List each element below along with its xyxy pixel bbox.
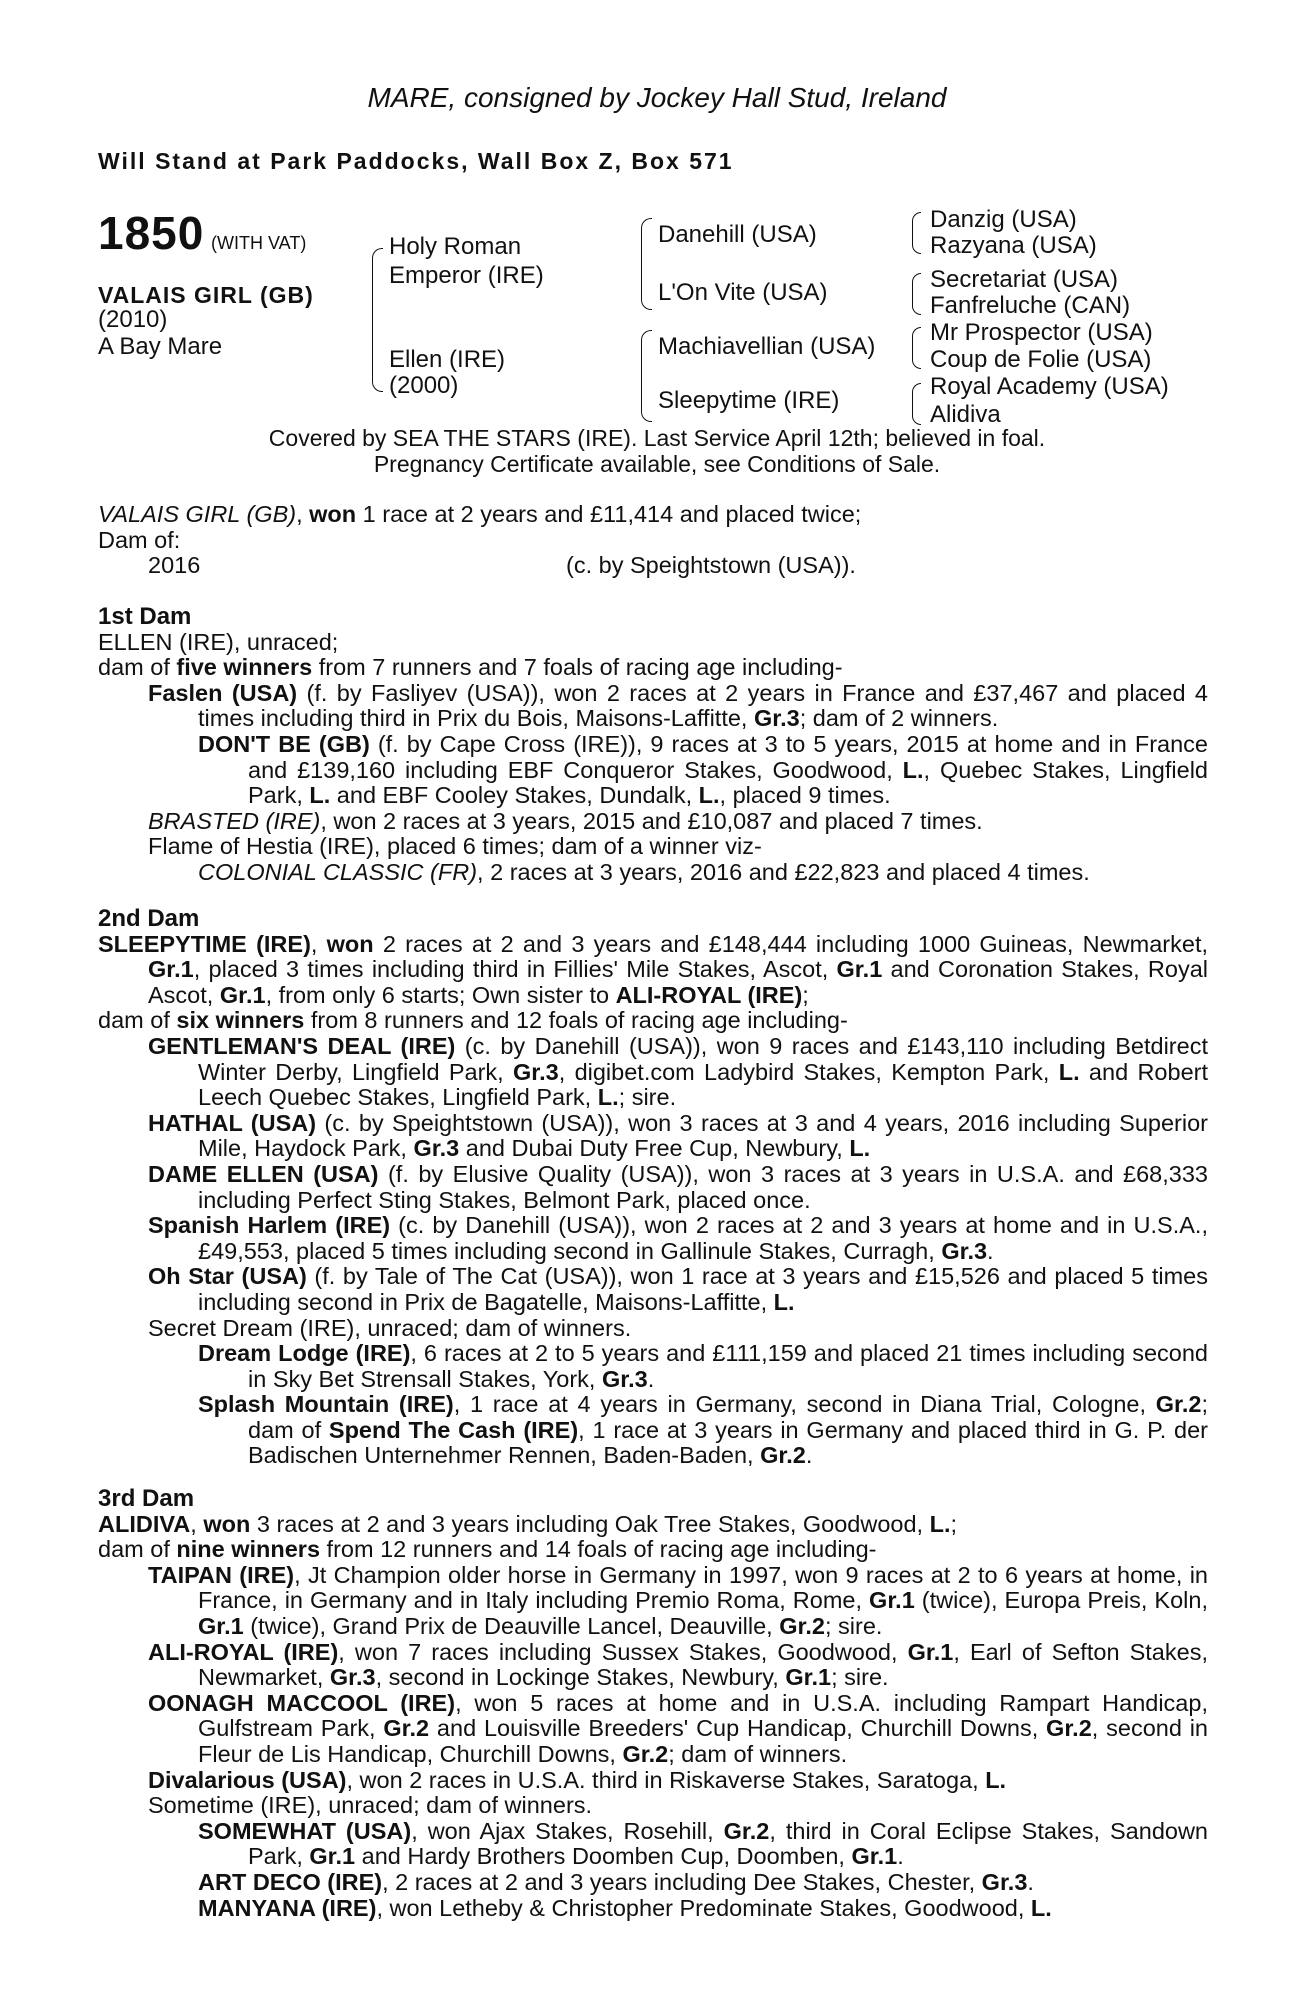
text: (c. by Speightstown (USA)), won 3 races at 3 and 4 years, 2016 including Superior Mile, Haydock Park, — [198, 1109, 1208, 1162]
lot-vat: (WITH VAT) — [211, 233, 307, 253]
text: , Quebec Stakes, Lingfield Park, — [248, 756, 1208, 809]
third-dam-produce — [98, 1537, 1208, 1563]
horse-name: GENTLEMAN'S DEAL (IRE) — [148, 1032, 456, 1059]
runner-somewhat — [98, 1819, 1208, 1870]
pregnancy-line: Pregnancy Certificate available, see Conditions of Sale. — [373, 451, 941, 477]
text: , won 2 races at 3 years, 2015 and £10,087 and placed 7 times. — [320, 807, 983, 834]
covered-line: Covered by SEA THE STARS (IRE). Last Service April 12th; believed in foal. — [268, 425, 1046, 451]
dam-name: Ellen (IRE) — [389, 346, 506, 373]
won-label: won — [309, 501, 357, 527]
grade: L. — [985, 1766, 1007, 1793]
produce-line — [98, 553, 1208, 579]
text: ; sire. — [831, 1664, 889, 1691]
text: from 7 runners and 7 foals of racing age including- — [312, 654, 843, 681]
horse-name: ART DECO (IRE) — [198, 1868, 383, 1895]
separator: , — [190, 1510, 204, 1537]
grade: Gr.3 — [329, 1664, 376, 1691]
second-dam-section — [98, 906, 1208, 1469]
runner-divalarious — [98, 1768, 1208, 1794]
grade: Gr.2 — [383, 1715, 430, 1742]
runner-hathal — [98, 1111, 1208, 1162]
text: and Louisville Breeders' Cup Handicap, Churchill Downs, — [429, 1715, 1047, 1742]
text: and Robert Leech Quebec Stakes, Lingfield Park, — [198, 1058, 1208, 1111]
grade: L. — [773, 1288, 795, 1315]
horse-name: SOMEWHAT (USA) — [198, 1817, 412, 1844]
grandsire-8: Alidiva — [930, 401, 1001, 428]
grade: Gr.1 — [198, 1612, 244, 1639]
text: , 2 races at 2 and 3 years including Dee Stakes, Chester, — [382, 1868, 982, 1895]
grade: Gr.1 — [148, 956, 194, 983]
dam-year: (2000) — [389, 372, 459, 399]
horse-name: MANYANA (IRE) — [198, 1894, 377, 1921]
text: , 1 race at 3 years in Germany and placed third in G. P. der Badischen Unternehmer Rennen, Baden-Baden, — [248, 1416, 1208, 1469]
winners-count: five winners — [176, 654, 313, 681]
text: dam of — [98, 1007, 177, 1034]
first-dam-section — [98, 604, 1208, 886]
text: ; dam of winners. — [668, 1740, 848, 1767]
horse-name: Splash Mountain (IRE) — [198, 1391, 454, 1418]
text: , third in Coral Eclipse Stakes, Sandown Park, — [248, 1817, 1208, 1870]
text: (f. by Elusive Quality (USA)), won 3 races at 3 years in U.S.A. and £68,333 including Perfect Sting Stakes, Belmont Park, placed once. — [198, 1160, 1208, 1213]
dam-sire: Machiavellian (USA) — [658, 333, 876, 360]
text: ; sire. — [824, 1612, 883, 1639]
grade: Gr.1 — [219, 981, 266, 1008]
horse-name: Spend The Cash (IRE) — [328, 1416, 579, 1443]
runner-dont-be — [98, 732, 1208, 809]
text: , won Letheby & Christopher Predominate Stakes, Goodwood, — [376, 1894, 1031, 1921]
sire-name-line2: Emperor (IRE) — [389, 262, 544, 289]
mare-name: VALAIS GIRL (GB) — [98, 501, 297, 527]
runner-spanish-harlem — [98, 1213, 1208, 1264]
won-label: won — [326, 930, 374, 957]
horse-name: Faslen (USA) — [148, 679, 298, 706]
grade: Gr.2 — [723, 1817, 770, 1844]
sire-name: Holy Roman — [389, 233, 522, 260]
grade: Gr.1 — [785, 1664, 832, 1691]
grade: Gr.2 — [622, 1740, 669, 1767]
horse-name: Divalarious (USA) — [148, 1766, 347, 1793]
first-dam-intro: ELLEN (IRE), unraced; — [98, 628, 339, 655]
grade: Gr.1 — [836, 956, 883, 983]
text: and Hardy Brothers Doomben Cup, Doomben, — [355, 1843, 852, 1870]
lot-description: A Bay Mare — [98, 333, 223, 360]
grade: Gr.1 — [869, 1587, 915, 1614]
runner-sometime: Sometime (IRE), unraced; dam of winners. — [148, 1792, 593, 1819]
grade: L. — [698, 782, 720, 809]
grade: Gr.2 — [1155, 1391, 1202, 1418]
produce-desc: (c. by Speightstown (USA)). — [566, 552, 856, 579]
grade: Gr.3 — [601, 1365, 648, 1392]
text: (c. by Danehill (USA)), won 9 races and £143,110 including Betdirect Winter Derby, Lingfield Park, — [198, 1032, 1208, 1085]
text: , 2 races at 3 years, 2016 and £22,823 and placed 4 times. — [477, 858, 1090, 885]
grade: Gr.3 — [753, 705, 800, 732]
text: 2 races at 2 and 3 years and £148,444 including 1000 Guineas, Newmarket, — [373, 930, 1209, 957]
consignment-line: MARE, consigned by Jockey Hall Stud, Ireland — [367, 82, 947, 113]
grade: L. — [902, 756, 924, 783]
text: , Earl of Sefton Stakes, Newmarket, — [198, 1638, 1208, 1691]
grade: Gr.3 — [513, 1058, 559, 1085]
text: , 6 races at 2 to 5 years and £111,159 and placed 21 times including second in Sky Bet Strensall Stakes, York, — [248, 1340, 1208, 1392]
horse-name: HATHAL (USA) — [148, 1109, 317, 1136]
pedigree-bracket — [372, 248, 383, 392]
grade: Gr.3 — [941, 1237, 988, 1264]
pedigree-bracket — [912, 327, 921, 369]
text: ; — [950, 1510, 958, 1537]
horse-name: SLEEPYTIME (IRE) — [98, 930, 311, 957]
grade: L. — [1030, 1894, 1052, 1921]
grade: Gr.3 — [413, 1135, 460, 1162]
runner-art-deco — [98, 1870, 1208, 1896]
grandsire-7: Royal Academy (USA) — [930, 373, 1169, 400]
second-dam-record: SLEEPYTIME (IRE), won 2 races at 2 and 3 years and £148,444 including 1000 Guineas, Newmarket, Gr.1, placed 3 times including third in Fillies' Mile Stakes, Ascot, Gr.1 and Coronation Stakes, Royal Ascot, Gr.1, from only 6 starts; Own sister to ALI-ROYAL (IRE); — [98, 930, 1209, 1008]
text: . — [1027, 1868, 1034, 1895]
text: , won 2 races in U.S.A. third in Riskaverse Stakes, Saratoga, — [346, 1766, 986, 1793]
runner-splash-mountain — [98, 1392, 1208, 1469]
horse-name: DAME ELLEN (USA) — [148, 1160, 379, 1187]
text: . — [987, 1237, 994, 1264]
text: (f. by Cape Cross (IRE)), 9 races at 3 to 5 years, 2015 at home and in France and £139,160 including EBF Conqueror Stakes, Goodwood, — [248, 730, 1208, 783]
text: (f. by Tale of The Cat (USA)), won 1 race at 3 years and £15,526 and placed 5 times including second in Prix de Bagatelle, Maisons-Laffitte, — [198, 1263, 1208, 1315]
runner-oh-star — [98, 1264, 1208, 1315]
text: ; dam of — [248, 1391, 1208, 1443]
horse-name: Spanish Harlem (IRE) — [148, 1212, 391, 1239]
first-dam-heading: 1st Dam — [98, 603, 192, 630]
runner-flame-of-hestia: Flame of Hestia (IRE), placed 6 times; dam of a winner viz- — [148, 833, 762, 860]
text: and EBF Cooley Stakes, Dundalk, — [330, 782, 699, 809]
mare-record — [98, 502, 1208, 579]
text: dam of — [98, 654, 177, 681]
runner-colonial-classic — [98, 860, 1208, 886]
grade: L. — [849, 1135, 871, 1162]
text: from 8 runners and 12 foals of racing age including- — [304, 1007, 848, 1034]
runner-taipan — [98, 1563, 1208, 1640]
text: and Coronation Stakes, Royal Ascot, — [148, 956, 1208, 1008]
horse-name: Dream Lodge (IRE) — [198, 1340, 411, 1367]
pedigree-bracket — [641, 218, 652, 310]
text: , Jt Champion older horse in Germany in 1997, won 9 races at 2 to 6 years at home, in France, in Germany and in Italy including Premio Roma, Rome, — [198, 1561, 1208, 1614]
lot-number-line — [98, 206, 306, 260]
text: , won Ajax Stakes, Rosehill, — [411, 1817, 724, 1844]
runner-dame-ellen — [98, 1162, 1208, 1213]
text: , digibet.com Ladybird Stakes, Kempton Park, — [558, 1058, 1059, 1085]
winners-count: six winners — [176, 1007, 305, 1034]
text: (twice), Europa Preis, Koln, — [914, 1587, 1208, 1614]
text: , second in Fleur de Lis Handicap, Churchill Downs, — [198, 1715, 1209, 1767]
text: , from only 6 starts; Own sister to — [265, 981, 616, 1008]
text: , won 5 races at home and in U.S.A. including Rampart Handicap, Gulfstream Park, — [198, 1689, 1208, 1742]
text: ; dam of 2 winners. — [799, 705, 999, 732]
dam-dam: Sleepytime (IRE) — [658, 387, 840, 414]
runner-secret-dream: Secret Dream (IRE), unraced; dam of winners. — [148, 1314, 632, 1341]
sire-dam: L'On Vite (USA) — [658, 279, 828, 306]
horse-name: ALI-ROYAL (IRE) — [615, 981, 803, 1008]
pedigree-bracket — [641, 330, 652, 422]
text: 3 races at 2 and 3 years including Oak Tree Stakes, Goodwood, — [250, 1510, 930, 1537]
runner-ali-royal — [98, 1640, 1208, 1691]
horse-name: ALIDIVA — [98, 1510, 191, 1537]
grade: Gr.2 — [760, 1442, 806, 1469]
text: from 12 runners and 14 foals of racing age including- — [320, 1536, 877, 1563]
third-dam-section — [98, 1486, 1208, 1921]
horse-name: TAIPAN (IRE) — [148, 1561, 295, 1588]
grade: Gr.1 — [907, 1638, 954, 1665]
text: , won 7 races including Sussex Stakes, Goodwood, — [338, 1638, 908, 1665]
grandsire-5: Mr Prospector (USA) — [930, 319, 1153, 346]
grade: Gr.2 — [1046, 1715, 1092, 1742]
pedigree-bracket — [912, 212, 921, 254]
grade: Gr.1 — [309, 1843, 356, 1870]
runner-brasted — [98, 809, 1208, 835]
text: , second in Lockinge Stakes, Newbury, — [375, 1664, 786, 1691]
text: dam of — [98, 1536, 177, 1563]
runner-manyana — [98, 1896, 1208, 1922]
grade: L. — [309, 782, 331, 809]
pedigree-bracket — [912, 383, 921, 425]
horse-name: DON'T BE (GB) — [198, 730, 370, 757]
horse-name: BRASTED (IRE) — [148, 807, 321, 834]
second-dam-heading: 2nd Dam — [98, 905, 200, 932]
runner-faslen — [98, 681, 1208, 732]
horse-name: OONAGH MACCOOL (IRE) — [148, 1689, 456, 1716]
text: and Dubai Duty Free Cup, Newbury, — [459, 1135, 850, 1162]
grade: Gr.2 — [779, 1612, 825, 1639]
produce-year: 2016 — [148, 552, 201, 579]
runner-gentlemans-deal — [98, 1034, 1208, 1111]
runner-dream-lodge — [98, 1341, 1208, 1392]
lot-horse-name: VALAIS GIRL (GB) — [98, 282, 314, 308]
grandsire-6: Coup de Folie (USA) — [930, 346, 1152, 373]
third-dam-record — [98, 1512, 1208, 1538]
horse-name: ALI-ROYAL (IRE) — [148, 1638, 339, 1665]
won-label: won — [203, 1510, 251, 1537]
text: (c. by Danehill (USA)), won 2 races at 2 and 3 years at home and in U.S.A., £49,553, placed 5 times including second in Gallinule Stakes, Curragh, — [198, 1212, 1208, 1264]
separator: , — [296, 501, 310, 527]
dam-of-label: Dam of: — [98, 526, 181, 553]
text: , 1 race at 4 years in Germany, second in Diana Trial, Cologne, — [453, 1391, 1156, 1418]
first-dam-produce — [98, 655, 1208, 681]
text: ; sire. — [618, 1084, 677, 1111]
mare-record-text: 1 race at 2 years and £11,414 and placed twice; — [356, 501, 862, 527]
grade: L. — [929, 1510, 951, 1537]
grade: Gr.3 — [981, 1868, 1028, 1895]
winners-count: nine winners — [176, 1536, 321, 1563]
third-dam-heading: 3rd Dam — [98, 1485, 195, 1512]
text: ; — [802, 981, 809, 1008]
grade: L. — [1058, 1058, 1080, 1085]
lot-number: 1850 — [98, 207, 205, 259]
horse-name: Oh Star (USA) — [148, 1263, 307, 1290]
second-dam-produce — [98, 1008, 1208, 1034]
sire-sire: Danehill (USA) — [658, 221, 817, 248]
grade: L. — [597, 1084, 619, 1111]
text: . — [647, 1365, 655, 1392]
pedigree-bracket — [912, 273, 921, 315]
text: (f. by Fasliyev (USA)), won 2 races at 2 years in France and £37,467 and placed 4 times including third in Prix du Bois, Maisons-Laffitte, — [198, 679, 1208, 732]
grade: Gr.1 — [851, 1843, 898, 1870]
text: . — [805, 1442, 813, 1469]
runner-oonagh-maccool — [98, 1691, 1208, 1768]
grandsire-2: Razyana (USA) — [930, 232, 1097, 259]
horse-name: COLONIAL CLASSIC (FR) — [198, 858, 478, 885]
grandsire-3: Secretariat (USA) — [930, 266, 1119, 293]
mare-summary — [98, 502, 1208, 528]
text: , placed 3 times including third in Fillies' Mile Stakes, Ascot, — [193, 956, 837, 983]
lot-year: (2010) — [98, 306, 168, 333]
grandsire-1: Danzig (USA) — [930, 206, 1077, 233]
text: , placed 9 times. — [719, 782, 891, 809]
text: . — [897, 1843, 904, 1870]
stand-location: Will Stand at Park Paddocks, Wall Box Z, Box 571 — [98, 148, 734, 174]
text: (twice), Grand Prix de Deauville Lancel, Deauville, — [243, 1612, 780, 1639]
grandsire-4: Fanfreluche (CAN) — [930, 292, 1131, 319]
